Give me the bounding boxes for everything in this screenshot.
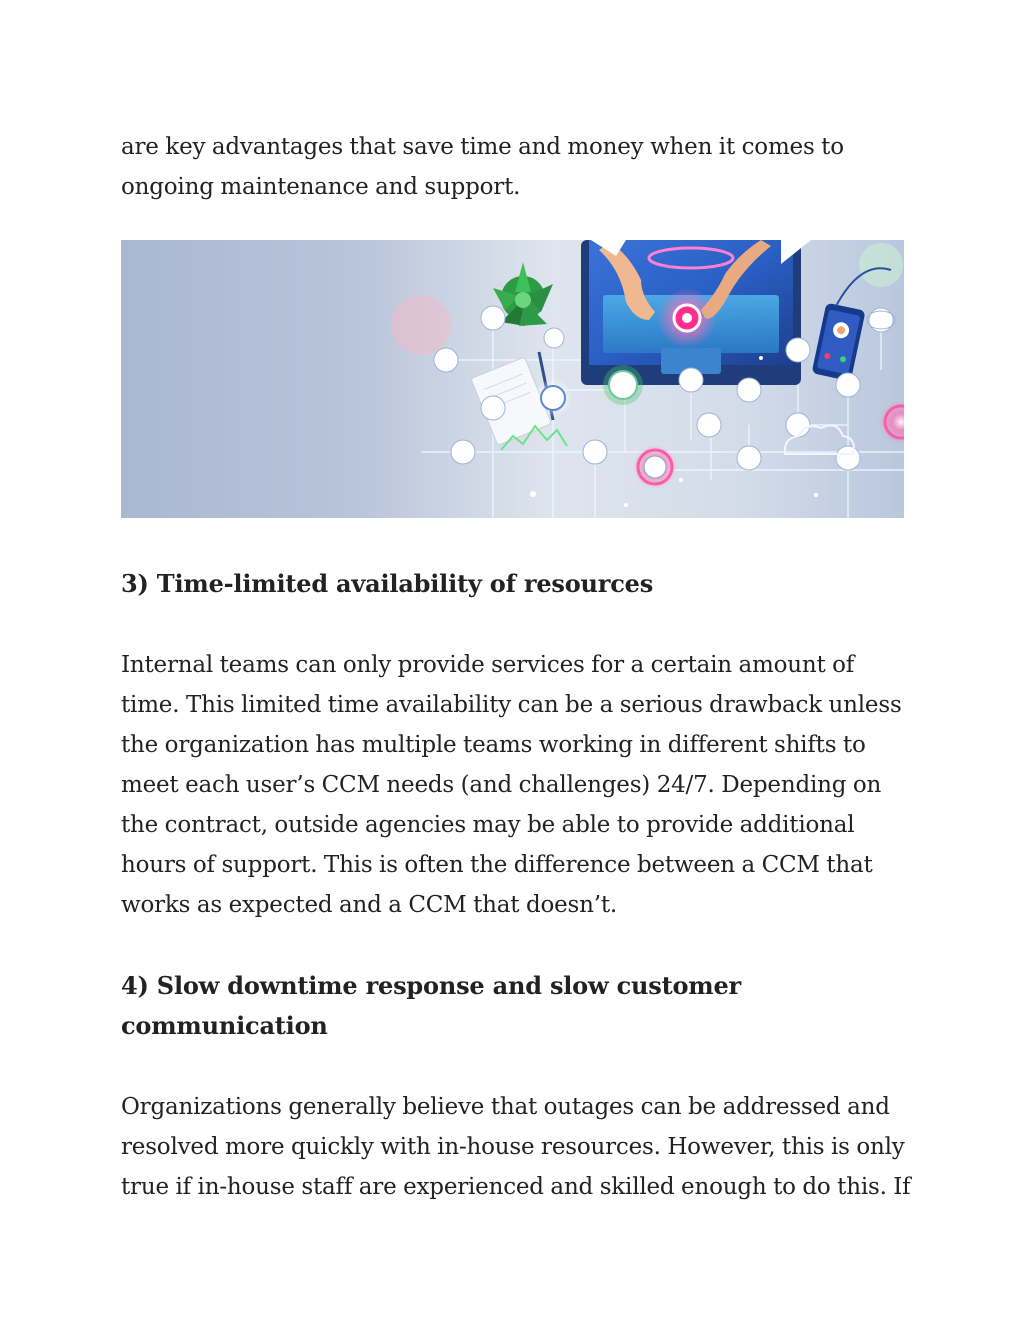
section-4-heading: 4) Slow downtime response and slow customer communication [121, 971, 741, 1040]
phone-icon [812, 303, 866, 382]
intro-paragraph: are key advantages that save time and money when it comes to ongoing maintenance and support. [121, 134, 844, 200]
section-3-paragraph: Internal teams can only provide services for a certain amount of time. This limited time availability can be a serious drawback unless the organization has multiple teams working in different shifts to meet each user’s CCM needs (and challenges) 24/7. Depending on the contract, outside agencies may be able to provide additional hours of support. This is often the difference between a CCM that works as expected and a CCM that doesn’t. [121, 652, 902, 918]
section-4-paragraph: Organizations generally believe that outages can be addressed and resolved more quickly with in-house resources. However, this is only true if in-house staff are experienced and skilled enough to do this. If [121, 1094, 911, 1200]
article-image [121, 240, 904, 518]
section-3-heading: 3) Time-limited availability of resources [121, 569, 654, 598]
laptop-network-illustration [121, 240, 904, 518]
